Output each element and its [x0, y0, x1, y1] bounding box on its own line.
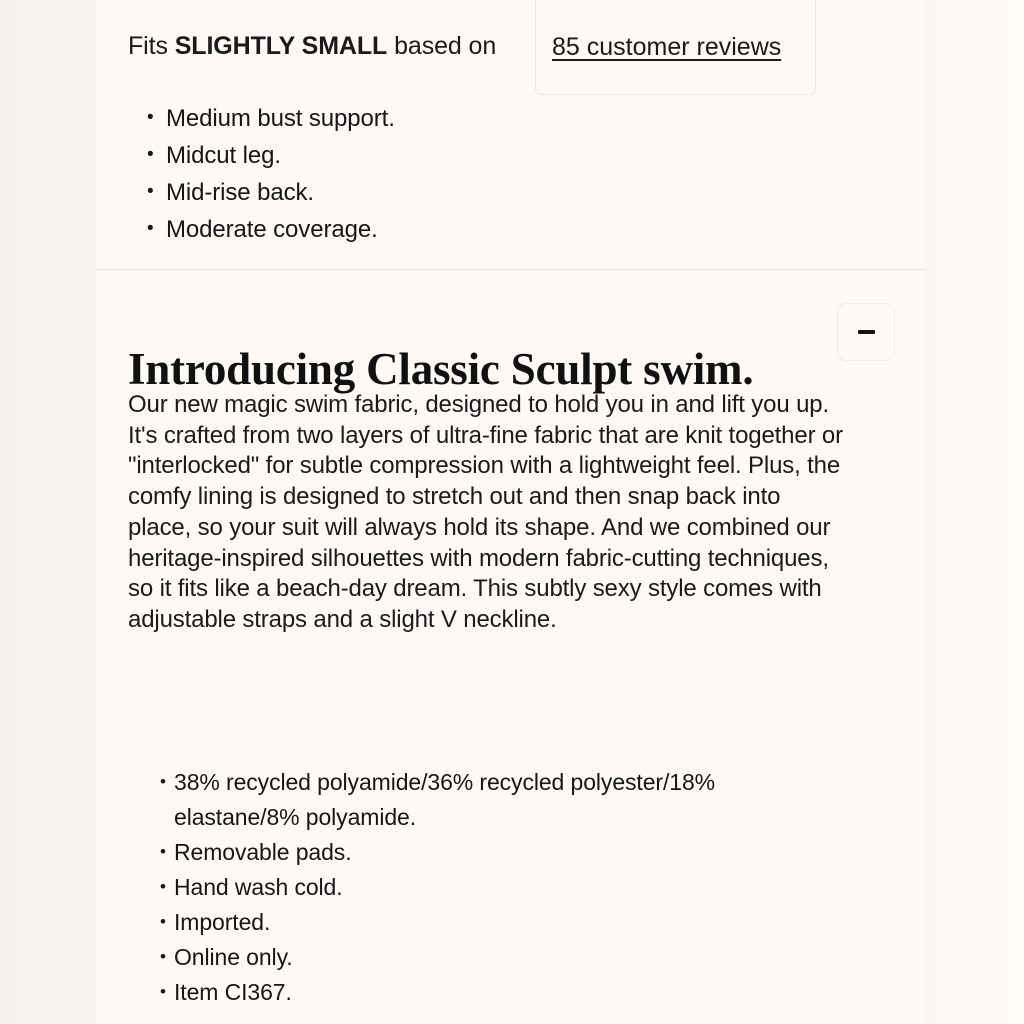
list-item: • Medium bust support.	[147, 100, 395, 137]
list-item: • 38% recycled polyamide/36% recycled polyester/18% elastane/8% polyamide.	[160, 765, 770, 835]
product-details-panel	[96, 0, 926, 1024]
fit-summary-suffix: based on	[387, 32, 497, 60]
collapse-toggle-button[interactable]	[837, 303, 895, 361]
section-description: Our new magic swim fabric, designed to hold you in and lift you up. It's crafted from two layers of ultra-fine fabric that are knit together or "interlocked" for subtle compression with a lightweight feel. Plus, the comfy lining is designed to stretch out and then snap back into place, so your suit will always hold its shape. And we combined our heritage-inspired silhouettes with modern fabric-cutting techniques, so it fits like a beach-day dream. This subtly sexy style comes with adjustable straps and a slight V neckline.	[128, 391, 843, 633]
list-item: • Midcut leg.	[147, 137, 395, 174]
section-body	[128, 390, 848, 636]
section-header[interactable]	[96, 270, 926, 395]
minus-icon	[858, 330, 875, 334]
list-item: • Moderate coverage.	[147, 211, 395, 248]
list-item: • Hand wash cold.	[160, 870, 770, 905]
fit-summary-sentence	[128, 30, 496, 62]
list-item: • Online only.	[160, 940, 770, 975]
list-item: • Mid-rise back.	[147, 174, 395, 211]
introducing-section	[96, 270, 926, 1005]
fit-summary-emphasis: SLIGHTLY SMALL	[174, 32, 388, 60]
list-item: • Item CI367.	[160, 975, 770, 1010]
fit-summary-prefix: Fits	[128, 32, 175, 60]
list-item: • Imported.	[160, 905, 770, 940]
vertical-scrollbar[interactable]	[914, 0, 924, 1024]
customer-reviews-link[interactable]: 85 customer reviews	[552, 33, 782, 61]
page-gutter-right	[926, 0, 1024, 1024]
fit-attributes-list	[147, 100, 395, 248]
page-gutter-left	[0, 0, 96, 1024]
list-item: • Removable pads.	[160, 835, 770, 870]
product-specs-list	[160, 765, 770, 1010]
page-title: Introducing Classic Sculpt swim.	[128, 344, 754, 395]
